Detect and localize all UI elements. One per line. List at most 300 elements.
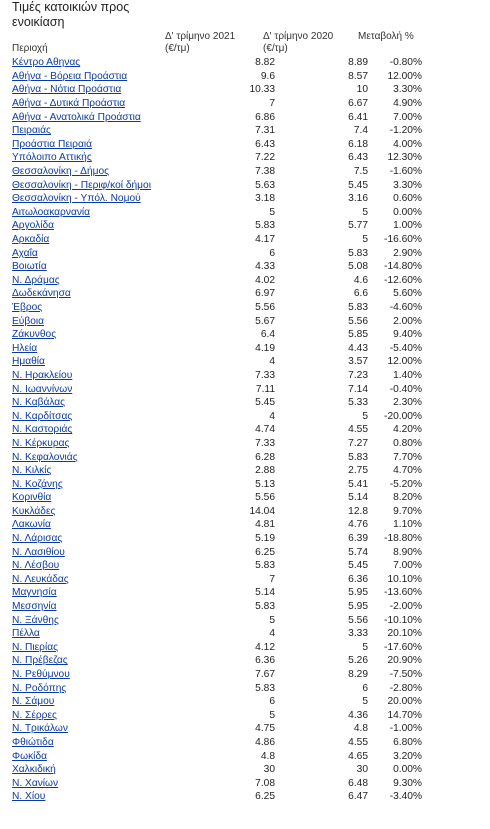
q4-2020-value: 4.55 [348, 736, 368, 748]
q4-2021-value: 5.13 [255, 478, 275, 490]
q4-2020-value: 4.55 [348, 424, 368, 436]
table-row [10, 681, 422, 695]
header-region: Περιοχή [12, 43, 48, 54]
change-value: 7.00% [393, 111, 422, 123]
region-link[interactable]: Ν. Ρεθύμνου [12, 669, 70, 681]
q4-2021-value: 6.4 [260, 329, 275, 341]
change-value: 8.20% [393, 492, 422, 504]
region-cell [10, 138, 182, 152]
q4-2021-value: 5.83 [255, 601, 275, 613]
q4-2021-value: 8.82 [255, 57, 275, 69]
q4-2021-value: 6 [269, 247, 275, 259]
table-row [10, 233, 422, 247]
change-value: -10.10% [384, 614, 422, 626]
region-cell [10, 749, 182, 763]
region-cell [10, 274, 182, 288]
change-value: 12.00% [387, 356, 422, 368]
q4-2021-value: 7.22 [255, 152, 275, 164]
region-link[interactable]: Αιτωλοακαρνανία [12, 206, 91, 218]
table-row [10, 776, 422, 790]
region-cell [10, 573, 182, 587]
q4-2020-value: 4.76 [348, 519, 368, 531]
region-link[interactable]: Χαλκιδική [12, 764, 56, 776]
region-link[interactable]: Αργολίδα [12, 220, 55, 232]
q4-2020-value: 7.4 [353, 125, 368, 137]
q4-2020-value: 5 [362, 696, 368, 708]
change-value: 0.00% [393, 764, 422, 776]
q4-2021-value: 4 [269, 356, 275, 368]
region-link[interactable]: Δωδεκάνησα [12, 288, 71, 300]
table-row [10, 586, 422, 600]
change-value: -17.60% [384, 641, 422, 653]
table-row [10, 178, 422, 192]
q4-2020-value: 3.57 [348, 356, 368, 368]
region-link[interactable]: Βοιωτία [12, 261, 47, 273]
q4-2020-value: 5 [362, 206, 368, 218]
q4-2021-value: 4.02 [255, 274, 275, 286]
q4-2021-value: 7.67 [255, 669, 275, 681]
region-cell [10, 518, 182, 532]
q4-2021-value: 4.8 [260, 750, 275, 762]
q4-2020-value: 5.77 [348, 220, 368, 232]
table-row [10, 382, 422, 396]
q4-2021-value: 6.97 [255, 288, 275, 300]
change-value: -5.40% [389, 342, 422, 354]
region-link[interactable]: Ζάκυνθος [12, 329, 57, 341]
table-row [10, 274, 422, 288]
table-row [10, 355, 422, 369]
change-value: -1.00% [389, 723, 422, 735]
table-row [10, 518, 422, 532]
table-row [10, 450, 422, 464]
table-row [10, 627, 422, 641]
q4-2021-value: 5 [269, 614, 275, 626]
change-value: -1.20% [389, 125, 422, 137]
table-row [10, 709, 422, 723]
header-q4-2021: Δ' τρίμηνο 2021 (€/τμ) [165, 31, 236, 54]
q4-2020-value: 3.16 [348, 193, 368, 205]
region-link[interactable]: Φθιώτιδα [12, 736, 54, 748]
q4-2021-value: 7 [269, 98, 275, 110]
region-link[interactable]: Ν. Λευκάδας [12, 573, 69, 585]
region-cell [10, 151, 182, 165]
q4-2020-value: 6.48 [348, 777, 368, 789]
table-row [10, 790, 422, 804]
q4-2021-value: 6.25 [255, 546, 275, 558]
table-row [10, 654, 422, 668]
region-cell [10, 790, 182, 804]
region-cell [10, 287, 182, 301]
table-row [10, 613, 422, 627]
change-value: 12.00% [387, 70, 422, 82]
q4-2021-value: 6.36 [255, 655, 275, 667]
region-link[interactable]: Θεσσαλονίκη - Περιφ/κοί δήμοι [12, 179, 151, 191]
table-row [10, 369, 422, 383]
region-link[interactable]: Ν. Χανίων [12, 777, 59, 789]
q4-2021-value: 6.25 [255, 791, 275, 803]
region-link[interactable]: Αθήνα - Νότια Προάστια [12, 84, 122, 96]
region-link[interactable]: Μαγνησία [12, 587, 57, 599]
change-value: 7.00% [393, 560, 422, 572]
table-row [10, 246, 422, 260]
q4-2021-value: 5.14 [255, 587, 275, 599]
change-value: 4.20% [393, 424, 422, 436]
region-cell [10, 681, 182, 695]
table-row [10, 124, 422, 138]
q4-2021-value: 3.18 [255, 193, 275, 205]
region-cell [10, 464, 182, 478]
change-value: 3.30% [393, 84, 422, 96]
region-cell [10, 477, 182, 491]
table-row [10, 192, 422, 206]
region-link[interactable]: Ν. Κιλκίς [12, 465, 52, 477]
region-link[interactable]: Φωκίδα [12, 750, 47, 762]
table-row [10, 695, 422, 709]
q4-2021-value: 7.33 [255, 437, 275, 449]
region-link[interactable]: Ν. Καρδίτσας [12, 410, 73, 422]
region-cell [10, 695, 182, 709]
q4-2020-value: 5.56 [348, 614, 368, 626]
q4-2021-value: 4.17 [255, 234, 275, 246]
q4-2020-value: 2.75 [348, 465, 368, 477]
region-cell [10, 328, 182, 342]
q4-2021-value: 4.74 [255, 424, 275, 436]
q4-2020-value: 5 [362, 410, 368, 422]
table-row [10, 70, 422, 84]
region-link[interactable]: Ηλεία [12, 342, 38, 354]
region-cell [10, 314, 182, 328]
region-cell [10, 545, 182, 559]
q4-2020-value: 6.43 [348, 152, 368, 164]
region-cell [10, 586, 182, 600]
region-cell [10, 70, 182, 84]
q4-2020-value: 5.41 [348, 478, 368, 490]
region-cell [10, 409, 182, 423]
table-row [10, 559, 422, 573]
q4-2021-value: 30 [263, 764, 275, 776]
header-change: Μεταβολή % [358, 31, 414, 42]
q4-2020-value: 4.8 [353, 723, 368, 735]
q4-2021-value: 7.08 [255, 777, 275, 789]
region-link[interactable]: Ν. Ροδόπης [12, 682, 67, 694]
region-link[interactable]: Προάστια Πειραιά [12, 138, 93, 150]
region-link[interactable]: Αρκαδία [12, 234, 50, 246]
region-cell [10, 532, 182, 546]
region-cell [10, 110, 182, 124]
q4-2020-value: 5.08 [348, 261, 368, 273]
table-row [10, 219, 422, 233]
region-cell [10, 219, 182, 233]
table-row [10, 396, 422, 410]
q4-2021-value: 4.86 [255, 736, 275, 748]
q4-2021-value: 4.19 [255, 342, 275, 354]
q4-2020-value: 6.18 [348, 138, 368, 150]
region-cell [10, 301, 182, 315]
q4-2021-value: 5 [269, 206, 275, 218]
table-row [10, 206, 422, 220]
q4-2020-value: 30 [356, 764, 368, 776]
region-cell [10, 437, 182, 451]
region-cell [10, 423, 182, 437]
q4-2020-value: 5.95 [348, 587, 368, 599]
region-link[interactable]: Ν. Κέρκυρας [12, 437, 70, 449]
region-link[interactable]: Ν. Ξάνθης [12, 614, 59, 626]
prices-table-body [10, 56, 422, 804]
table-row [10, 437, 422, 451]
table-row [10, 110, 422, 124]
region-link[interactable]: Πέλλα [12, 628, 40, 640]
region-link[interactable]: Ν. Λάρισας [12, 533, 63, 545]
change-value: 6.80% [393, 736, 422, 748]
q4-2020-value: 6.6 [353, 288, 368, 300]
q4-2020-value: 3.33 [348, 628, 368, 640]
region-link[interactable]: Ν. Πρέβεζας [12, 655, 68, 667]
region-cell [10, 722, 182, 736]
change-value: -16.60% [384, 234, 422, 246]
change-value: 20.00% [387, 696, 422, 708]
region-link[interactable]: Ν. Τρικάλων [12, 723, 68, 735]
region-cell [10, 641, 182, 655]
table-row [10, 165, 422, 179]
table-row [10, 464, 422, 478]
region-link[interactable]: Αθήνα - Ανατολικά Προάστια [12, 111, 141, 123]
q4-2021-value: 7.31 [255, 125, 275, 137]
table-row [10, 328, 422, 342]
region-cell [10, 709, 182, 723]
region-link[interactable]: Ν. Καβάλας [12, 397, 66, 409]
region-link[interactable]: Ν. Λασιθίου [12, 546, 65, 558]
region-cell [10, 178, 182, 192]
q4-2021-value: 4 [269, 410, 275, 422]
region-cell [10, 654, 182, 668]
change-value: 2.00% [393, 315, 422, 327]
change-value: -12.60% [384, 274, 422, 286]
q4-2020-value: 8.57 [348, 70, 368, 82]
change-value: -20.00% [384, 410, 422, 422]
q4-2020-value: 4.6 [353, 274, 368, 286]
change-value: -14.80% [384, 261, 422, 273]
q4-2020-value: 5.45 [348, 179, 368, 191]
q4-2020-value: 6 [362, 682, 368, 694]
region-cell [10, 192, 182, 206]
prices-table [10, 56, 422, 804]
region-cell [10, 668, 182, 682]
q4-2021-value: 7.11 [255, 383, 275, 395]
q4-2021-value: 4.75 [255, 723, 275, 735]
change-value: 1.10% [393, 519, 422, 531]
region-link[interactable]: Ν. Ηρακλείου [12, 369, 73, 381]
change-value: 2.30% [393, 397, 422, 409]
change-value: 3.20% [393, 750, 422, 762]
table-row [10, 722, 422, 736]
region-cell [10, 369, 182, 383]
q4-2021-value: 4.81 [255, 519, 275, 531]
region-link[interactable]: Ν. Κοζάνης [12, 478, 63, 490]
q4-2020-value: 7.5 [353, 166, 368, 178]
region-cell [10, 559, 182, 573]
region-link[interactable]: Ν. Σέρρες [12, 709, 57, 721]
table-row [10, 56, 422, 70]
q4-2021-value: 5.19 [255, 533, 275, 545]
q4-2020-value: 6.47 [348, 791, 368, 803]
change-value: 2.90% [393, 247, 422, 259]
table-row [10, 341, 422, 355]
change-value: 20.90% [387, 655, 422, 667]
table-row [10, 641, 422, 655]
change-value: 8.90% [393, 546, 422, 558]
table-row [10, 301, 422, 315]
table-row [10, 532, 422, 546]
table-row [10, 749, 422, 763]
change-value: 0.80% [393, 437, 422, 449]
table-row [10, 505, 422, 519]
q4-2021-value: 9.6 [260, 70, 275, 82]
q4-2020-value: 5 [362, 234, 368, 246]
table-row [10, 668, 422, 682]
change-value: 20.10% [387, 628, 422, 640]
region-link[interactable]: Ν. Ιωαννίνων [12, 383, 73, 395]
q4-2021-value: 7.38 [255, 166, 275, 178]
q4-2021-value: 2.88 [255, 465, 275, 477]
region-link[interactable]: Αχαΐα [12, 247, 38, 259]
change-value: -18.80% [384, 533, 422, 545]
change-value: -5.20% [389, 478, 422, 490]
region-cell [10, 233, 182, 247]
q4-2020-value: 5.83 [348, 301, 368, 313]
region-link[interactable]: Αθήνα - Βόρεια Προάστια [12, 70, 128, 82]
region-link[interactable]: Ν. Σάμου [12, 696, 55, 708]
q4-2020-value: 5.33 [348, 397, 368, 409]
q4-2020-value: 5.74 [348, 546, 368, 558]
q4-2020-value: 8.29 [348, 669, 368, 681]
change-value: 10.10% [387, 573, 422, 585]
q4-2021-value: 6.28 [255, 451, 275, 463]
region-link[interactable]: Κυκλάδες [12, 505, 56, 517]
q4-2020-value: 6.41 [348, 111, 368, 123]
region-link[interactable]: Θεσσαλονίκη - Δήμος [12, 166, 110, 178]
table-row [10, 600, 422, 614]
change-value: -0.40% [389, 383, 422, 395]
change-value: -1.60% [389, 166, 422, 178]
change-value: -3.40% [389, 791, 422, 803]
table-row [10, 83, 422, 97]
change-value: 1.00% [393, 220, 422, 232]
region-link[interactable]: Ν. Χίου [12, 791, 46, 803]
table-row [10, 545, 422, 559]
region-cell [10, 396, 182, 410]
region-cell [10, 124, 182, 138]
q4-2021-value: 7.33 [255, 369, 275, 381]
table-row [10, 763, 422, 777]
region-link[interactable]: Εύβοια [12, 315, 45, 327]
change-value: 4.00% [393, 138, 422, 150]
change-value: -4.60% [389, 301, 422, 313]
q4-2021-value: 5.45 [255, 397, 275, 409]
change-value: 1.40% [393, 369, 422, 381]
change-value: 9.30% [393, 777, 422, 789]
change-value: -2.00% [389, 601, 422, 613]
region-link[interactable]: Ν. Πιερίας [12, 641, 59, 653]
table-row [10, 138, 422, 152]
q4-2021-value: 6.86 [255, 111, 275, 123]
region-link[interactable]: Θεσσαλονίκη - Υπόλ. Νομού [12, 193, 141, 205]
q4-2020-value: 6.36 [348, 573, 368, 585]
region-link[interactable]: Έβρος [12, 301, 43, 313]
q4-2020-value: 5 [362, 641, 368, 653]
q4-2020-value: 5.14 [348, 492, 368, 504]
change-value: 12.30% [387, 152, 422, 164]
q4-2021-value: 5.83 [255, 682, 275, 694]
change-value: 9.70% [393, 505, 422, 517]
q4-2020-value: 5.83 [348, 451, 368, 463]
q4-2020-value: 10 [356, 84, 368, 96]
page-title: Τιμές κατοικιών προς ενοικίαση [12, 0, 130, 29]
change-value: 7.70% [393, 451, 422, 463]
q4-2021-value: 5 [269, 709, 275, 721]
region-cell [10, 246, 182, 260]
change-value: 3.30% [393, 179, 422, 191]
table-row [10, 260, 422, 274]
table-row [10, 736, 422, 750]
change-value: 4.70% [393, 465, 422, 477]
q4-2020-value: 8.89 [348, 57, 368, 69]
table-row [10, 423, 422, 437]
region-link[interactable]: Ημαθία [12, 356, 45, 368]
region-cell [10, 505, 182, 519]
q4-2020-value: 5.85 [348, 329, 368, 341]
region-link[interactable]: Κορινθία [12, 492, 52, 504]
q4-2021-value: 4 [269, 628, 275, 640]
table-row [10, 477, 422, 491]
region-cell [10, 491, 182, 505]
q4-2021-value: 5.63 [255, 179, 275, 191]
q4-2020-value: 6.39 [348, 533, 368, 545]
change-value: 0.60% [393, 193, 422, 205]
q4-2021-value: 5.56 [255, 301, 275, 313]
change-value: 5.60% [393, 288, 422, 300]
q4-2020-value: 4.36 [348, 709, 368, 721]
region-cell [10, 382, 182, 396]
region-cell [10, 776, 182, 790]
table-row [10, 287, 422, 301]
region-link[interactable]: Αθήνα - Δυτικά Προάστια [12, 98, 126, 110]
change-value: -7.50% [389, 669, 422, 681]
q4-2020-value: 6.67 [348, 98, 368, 110]
region-link[interactable]: Ν. Κεφαλονιάς [12, 451, 78, 463]
region-cell [10, 97, 182, 111]
q4-2021-value: 5.56 [255, 492, 275, 504]
region-cell [10, 613, 182, 627]
region-link[interactable]: Υπόλοιπο Αττικής [12, 152, 92, 164]
region-link[interactable]: Ν. Δράμας [12, 274, 60, 286]
change-value: -0.80% [389, 57, 422, 69]
table-row [10, 491, 422, 505]
region-link[interactable]: Ν. Καστοριάς [12, 424, 73, 436]
q4-2021-value: 4.33 [255, 261, 275, 273]
q4-2021-value: 6 [269, 696, 275, 708]
region-link[interactable]: Πειραιάς [12, 125, 51, 137]
q4-2021-value: 7 [269, 573, 275, 585]
region-link[interactable]: Κέντρο Αθηνας [12, 57, 81, 69]
q4-2021-value: 14.04 [249, 505, 275, 517]
table-row [10, 97, 422, 111]
region-link[interactable]: Λακωνία [12, 519, 51, 531]
region-link[interactable]: Ν. Λέσβου [12, 560, 60, 572]
region-link[interactable]: Μεσσηνία [12, 601, 57, 613]
change-value: -13.60% [384, 587, 422, 599]
q4-2020-value: 4.43 [348, 342, 368, 354]
region-cell [10, 165, 182, 179]
